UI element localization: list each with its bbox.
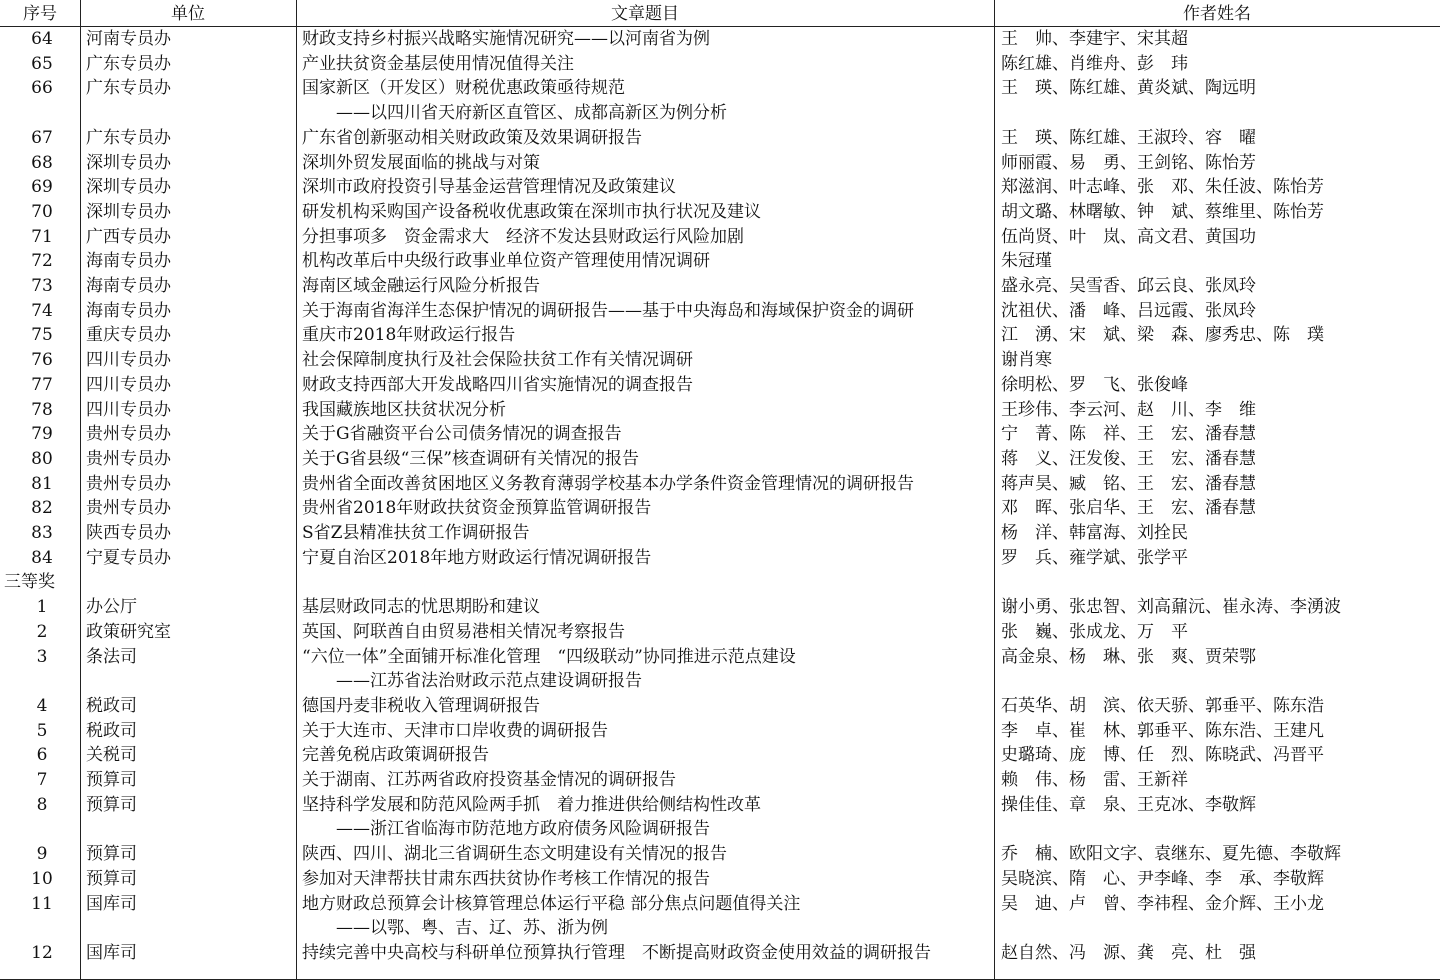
row-author: 朱冠瑾	[1001, 251, 1052, 272]
row-author: 伍尚贤、叶 岚、高文君、黄国功	[1001, 226, 1256, 247]
row-title: 德国丹麦非税收入管理调研报告	[302, 695, 540, 716]
row-unit: 政策研究室	[86, 621, 171, 642]
row-author: 师丽霞、易 勇、王剑铭、陈怡芳	[1001, 152, 1256, 173]
row-unit: 深圳专员办	[86, 177, 171, 198]
row-title: ——江苏省法治财政示范点建设调研报告	[302, 671, 642, 692]
row-unit: 海南专员办	[86, 276, 171, 296]
row-author: 杨 洋、韩富海、刘拴民	[1001, 523, 1188, 543]
row-seq: 69	[31, 177, 53, 198]
row-title: 产业扶贫资金基层使用情况值得关注	[302, 53, 574, 74]
row-seq: 77	[31, 374, 53, 395]
row-unit: 关税司	[86, 745, 137, 766]
row-unit: 贵州专员办	[86, 473, 171, 494]
row-seq: 10	[31, 868, 53, 889]
column-divider	[296, 0, 297, 980]
header-seq: 序号	[23, 4, 57, 24]
row-title: ——浙江省临海市防范地方政府债务风险调研报告	[302, 819, 710, 840]
row-title: ——以四川省天府新区直管区、成都高新区为例分析	[302, 103, 727, 124]
row-title: 关于海南省海洋生态保护情况的调研报告——基于中央海岛和海域保护资金的调研	[302, 300, 914, 321]
row-title: 基层财政同志的忧思期盼和建议	[302, 597, 540, 618]
row-author: 史璐琦、庞 博、任 烈、陈晓武、冯晋平	[1001, 745, 1324, 766]
row-author: 邓 晖、张启华、王 宏、潘春慧	[1001, 498, 1256, 519]
row-author: 王珍伟、李云河、赵 川、李 维	[1001, 399, 1256, 420]
row-title: 分担事项多 资金需求大 经济不发达县财政运行风险加剧	[302, 226, 744, 247]
row-title: 重庆市2018年财政运行报告	[302, 325, 516, 346]
header-author: 作者姓名	[1183, 4, 1251, 24]
row-seq: 78	[31, 399, 53, 420]
row-title: 英国、阿联酋自由贸易港相关情况考察报告	[302, 621, 625, 642]
row-title: 关于G省融资平台公司债务情况的调查报告	[302, 424, 622, 445]
row-author: 谢小勇、张忠智、刘高鼐沅、崔永涛、李湧波	[1001, 597, 1341, 618]
row-title: 我国藏族地区扶贫状况分析	[302, 399, 506, 420]
row-title: S省Z县精准扶贫工作调研报告	[302, 523, 530, 543]
row-unit: 税政司	[86, 720, 137, 741]
row-unit: 海南专员办	[86, 300, 171, 321]
row-seq: 81	[31, 473, 53, 494]
row-author: 盛永亮、吴雪香、邱云良、张凤玲	[1001, 276, 1256, 296]
row-unit: 税政司	[86, 695, 137, 716]
row-unit: 广东专员办	[86, 78, 171, 99]
row-seq	[4, 916, 80, 940]
row-title: 机构改革后中央级行政事业单位资产管理使用情况调研	[302, 251, 710, 272]
row-author: 蒋 义、汪发俊、王 宏、潘春慧	[1001, 448, 1256, 469]
row-author: 王 瑛、陈红雄、黄炎斌、陶远明	[1001, 78, 1256, 99]
row-unit: 重庆专员办	[86, 325, 171, 346]
row-seq: 65	[31, 53, 53, 74]
row-seq: 64	[31, 29, 53, 49]
row-unit: 贵州专员办	[86, 498, 171, 519]
row-unit: 办公厅	[86, 597, 137, 618]
row-seq: 1	[36, 597, 48, 618]
row-unit: 海南专员办	[86, 251, 171, 272]
row-seq: 75	[31, 325, 53, 346]
row-title: 贵州省2018年财政扶贫资金预算监管调研报告	[302, 498, 652, 519]
row-author: 王 帅、李建宇、宋其超	[1001, 29, 1188, 49]
row-seq: 3	[36, 646, 48, 667]
row-unit: 宁夏专员办	[86, 547, 171, 568]
row-author: 陈红雄、肖维舟、彭 玮	[1001, 53, 1188, 74]
row-author: 沈祖伏、潘 峰、吕远霞、张凤玲	[1001, 300, 1256, 321]
row-author: 李 卓、崔 林、郭垂平、陈东浩、王建凡	[1001, 720, 1324, 741]
row-seq: 74	[31, 300, 53, 321]
row-author: 赵自然、冯 源、龚 亮、杜 强	[1001, 942, 1256, 963]
row-seq: 7	[36, 770, 48, 790]
row-title: 广东省创新驱动相关财政政策及效果调研报告	[302, 127, 642, 148]
row-seq: 76	[31, 350, 53, 371]
row-seq: 5	[36, 720, 48, 741]
row-author: 徐明松、罗 飞、张俊峰	[1001, 374, 1188, 395]
row-unit: 四川专员办	[86, 350, 171, 371]
row-title: 关于大连市、天津市口岸收费的调研报告	[302, 720, 608, 741]
row-seq: 82	[31, 498, 53, 519]
row-unit: 深圳专员办	[86, 201, 171, 222]
row-seq: 80	[31, 448, 53, 469]
row-seq: 66	[31, 78, 53, 99]
row-author: 吴晓滨、隋 心、尹李峰、李 承、李敬辉	[1001, 868, 1324, 889]
row-title: 地方财政总预算会计核算管理总体运行平稳 部分焦点问题值得关注	[302, 893, 801, 914]
row-title: 陕西、四川、湖北三省调研生态文明建设有关情况的报告	[302, 844, 727, 865]
row-title: 坚持科学发展和防范风险两手抓 着力推进供给侧结构性改革	[302, 794, 761, 815]
row-title: 参加对天津帮扶甘肃东西扶贫协作考核工作情况的报告	[302, 868, 710, 889]
row-seq: 71	[31, 226, 53, 247]
row-title: 贵州省全面改善贫困地区义务教育薄弱学校基本办学条件资金管理情况的调研报告	[302, 473, 914, 494]
row-seq: 8	[36, 794, 48, 815]
row-seq: 4	[36, 695, 48, 716]
row-title: 国家新区（开发区）财税优惠政策亟待规范	[302, 78, 625, 99]
row-author: 赖 伟、杨 雷、王新祥	[1001, 770, 1188, 790]
row-seq: 79	[31, 424, 53, 445]
header-title: 文章题目	[611, 4, 679, 24]
row-title: 宁夏自治区2018年地方财政运行情况调研报告	[302, 547, 652, 568]
row-title: 深圳市政府投资引导基金运营管理情况及政策建议	[302, 177, 676, 198]
row-seq: 67	[31, 127, 53, 148]
row-unit: 预算司	[86, 844, 137, 865]
row-unit: 预算司	[86, 868, 137, 889]
row-seq: 11	[31, 893, 53, 914]
section-heading: 三等奖	[4, 572, 55, 593]
row-title: 社会保障制度执行及社会保险扶贫工作有关情况调研	[302, 350, 693, 371]
row-title: 研发机构采购国产设备税收优惠政策在深圳市执行状况及建议	[302, 201, 761, 222]
row-unit: 贵州专员办	[86, 448, 171, 469]
row-unit: 深圳专员办	[86, 152, 171, 173]
column-divider	[994, 0, 995, 980]
row-title: 关于湖南、江苏两省政府投资基金情况的调研报告	[302, 770, 676, 790]
row-seq	[4, 669, 80, 693]
row-author: 蒋声昊、臧 铭、王 宏、潘春慧	[1001, 473, 1256, 494]
row-title: 深圳外贸发展面临的挑战与对策	[302, 152, 540, 173]
row-seq: 9	[36, 844, 48, 865]
row-seq	[4, 817, 80, 841]
row-unit: 广东专员办	[86, 53, 171, 74]
row-seq: 72	[31, 251, 53, 272]
header-divider	[0, 26, 1440, 27]
row-seq: 70	[31, 201, 53, 222]
row-title: “六位一体”全面铺开标准化管理 “四级联动”协同推进示范点建设	[302, 646, 796, 667]
column-divider	[80, 0, 81, 980]
row-author: 高金泉、杨 琳、张 爽、贾荣鄂	[1001, 646, 1256, 667]
row-title: 财政支持西部大开发战略四川省实施情况的调查报告	[302, 374, 693, 395]
row-seq: 2	[36, 621, 48, 642]
header-unit: 单位	[171, 4, 205, 24]
row-seq: 12	[31, 942, 53, 963]
row-author: 操佳佳、章 泉、王克冰、李敬辉	[1001, 794, 1256, 815]
row-unit: 条法司	[86, 646, 137, 667]
row-title: 海南区域金融运行风险分析报告	[302, 276, 540, 296]
row-seq: 6	[36, 745, 48, 766]
row-unit: 四川专员办	[86, 374, 171, 395]
row-author: 罗 兵、雍学斌、张学平	[1001, 547, 1188, 568]
row-seq: 73	[31, 276, 53, 296]
row-author: 江 湧、宋 斌、梁 森、廖秀忠、陈 璞	[1001, 325, 1324, 346]
row-seq: 83	[31, 523, 53, 543]
row-unit: 陕西专员办	[86, 523, 171, 543]
row-author: 胡文璐、林曙敏、钟 斌、蔡维里、陈怡芳	[1001, 201, 1324, 222]
row-author: 吴 迪、卢 曾、李祎程、金介辉、王小龙	[1001, 893, 1324, 914]
row-author: 石英华、胡 滨、依天骄、郭垂平、陈东浩	[1001, 695, 1324, 716]
row-seq: 68	[31, 152, 53, 173]
row-title: 完善免税店政策调研报告	[302, 745, 489, 766]
row-unit: 预算司	[86, 794, 137, 815]
row-unit: 广西专员办	[86, 226, 171, 247]
row-unit: 国库司	[86, 893, 137, 914]
row-author: 谢肖寒	[1001, 350, 1052, 371]
row-seq: 84	[31, 547, 53, 568]
row-unit: 贵州专员办	[86, 424, 171, 445]
row-author: 王 瑛、陈红雄、王淑玲、容 曜	[1001, 127, 1256, 148]
row-author: 乔 楠、欧阳文字、袁继东、夏先德、李敬辉	[1001, 844, 1341, 865]
row-title: 持续完善中央高校与科研单位预算执行管理 不断提高财政资金使用效益的调研报告	[302, 942, 931, 963]
row-unit: 四川专员办	[86, 399, 171, 420]
row-unit: 国库司	[86, 942, 137, 963]
row-author: 张 巍、张成龙、万 平	[1001, 621, 1188, 642]
row-author: 郑滋润、叶志峰、张 邓、朱任波、陈怡芳	[1001, 177, 1324, 198]
row-unit: 广东专员办	[86, 127, 171, 148]
row-unit: 河南专员办	[86, 29, 171, 49]
row-title: 关于G省县级“三保”核查调研有关情况的报告	[302, 448, 639, 469]
row-title: ——以鄂、粤、吉、辽、苏、浙为例	[302, 918, 608, 939]
row-unit: 预算司	[86, 770, 137, 790]
row-title: 财政支持乡村振兴战略实施情况研究——以河南省为例	[302, 29, 710, 49]
row-author: 宁 菁、陈 祥、王 宏、潘春慧	[1001, 424, 1256, 445]
row-seq	[4, 101, 80, 125]
